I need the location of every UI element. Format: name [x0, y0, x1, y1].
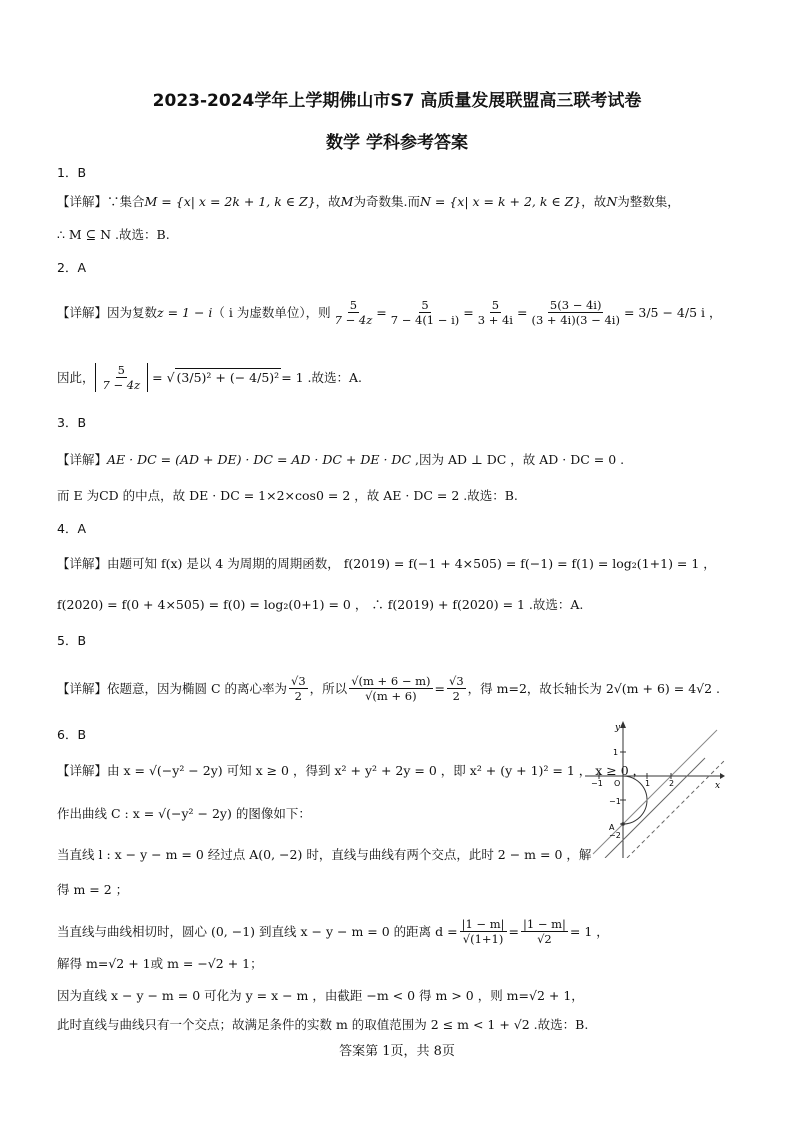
- q5-ratio: $\frac{√(m + 6 - m)}{√(m + 6)}$: [351, 674, 431, 703]
- q2-text: = 1 .故选：A.: [281, 369, 363, 385]
- q1-text: 为奇数集.而: [353, 194, 420, 209]
- q3-text: 【详解】: [57, 452, 108, 467]
- tick-label: 1: [645, 779, 651, 788]
- q6-graph: [585, 718, 725, 858]
- q5-line-1: 【详解】依题意，因为椭圆 C 的离心率为 $\frac{√3}{2}$ ，所以 $\frac{√(m + 6 - m)}{√(m + 6)}$ = $\frac{√3}{2}$ ，得 m=2，故长轴长为 2√(m + 6) = 4√2 .: [57, 674, 721, 703]
- q1-line-1: [57, 193, 680, 211]
- q2-fraction: $\frac{5}{7 - 4z}$: [334, 298, 373, 327]
- q1-text: 为整数集，: [617, 194, 680, 209]
- q4-number: 4．A: [57, 521, 87, 536]
- q6-line-4: 得 m = 2 ；: [57, 882, 129, 897]
- q6-line-1: 【详解】由 x = √(−y² − 2y) 可知 x ≥ 0 ，得到 x² + y² + 2y = 0 ，即 x² + (y + 1)² = 1 ， x ≥ 0 ，: [57, 763, 646, 778]
- q2-fraction: $\frac{5(3 - 4i)}{(3 + 4i)(3 - 4i)}$: [531, 298, 620, 327]
- q2-fraction: $\frac{5}{3 + 4i}$: [477, 298, 513, 327]
- point-a: [621, 822, 625, 826]
- q6-line-7: 因为直线 x − y − m = 0 可化为 y = x − m ，由截距 −m < 0 得 m > 0 ，则 m=√2 + 1，: [57, 988, 584, 1003]
- q2-sqrt: (3/5)² + (− 4/5)²: [176, 370, 280, 385]
- q5-number: 5．B: [57, 633, 87, 648]
- q6-number: 6．B: [57, 727, 87, 742]
- q3-number: 3．B: [57, 415, 87, 430]
- tick-label: −1: [609, 797, 621, 806]
- q1-line-2: ∴ M ⊆ N .故选：B.: [57, 227, 170, 242]
- q2-abs-value: $\frac{5}{7 - 4z}$: [95, 363, 149, 392]
- q2-fraction: $\frac{5}{7 - 4(1 - i)}$: [390, 298, 460, 327]
- page-title: 2023-2024学年上学期佛山市S7 高质量发展联盟高三联考试卷: [152, 91, 642, 111]
- q2-text: 【详解】因为复数: [57, 304, 158, 320]
- q2-text: （ i 为虚数单位），则: [212, 304, 331, 320]
- q6-line-3: 当直线 l : x − y − m = 0 经过点 A(0, −2) 时，直线与曲线有两个交点，此时 2 − m = 0 ，解: [57, 847, 592, 862]
- q1-var: N: [606, 194, 618, 209]
- q1-text: 【详解】∵集合: [57, 194, 145, 209]
- origin-label: O: [614, 779, 621, 788]
- q5-eccentricity: $\frac{√3}{2}$: [291, 674, 306, 703]
- line-through-a: [605, 758, 705, 858]
- q1-var: M: [340, 194, 354, 209]
- y-label: y: [615, 723, 621, 733]
- q6-line-6: 解得 m=√2 + 1或 m = −√2 + 1；: [57, 956, 263, 971]
- page-subtitle: 数学 学科参考答案: [326, 133, 468, 153]
- q2-line-2: 因此， $\frac{5}{7 - 4z}$ = √ (3/5)² + (− 4/5)² = 1 .故选：A.: [57, 363, 363, 392]
- q4-line-2: f(2020) = f(0 + 4×505) = f(0) = log₂(0+1) = 0 ， ∴ f(2019) + f(2020) = 1 .故选：A.: [57, 597, 584, 612]
- q2-number: 2．A: [57, 260, 87, 275]
- q6-text: 当直线与曲线相切时，圆心 (0, −1) 到直线 x − y − m = 0 的距离 d =: [57, 923, 458, 939]
- q1-text: ，故: [315, 194, 341, 209]
- q1-number: 1．B: [57, 165, 87, 180]
- q2-result: = 3/5 − 4/5 i ，: [623, 304, 722, 320]
- tick-label: 1: [613, 748, 619, 757]
- q5-text: 【详解】依题意，因为椭圆 C 的离心率为: [57, 680, 288, 696]
- semicircle-curve: [623, 776, 647, 824]
- q1-text: ，故: [581, 194, 607, 209]
- q3-line-2: 而 E 为CD 的中点，故 DE · DC = 1×2×cos0 = 2 ，故 AE · DC = 2 .故选：B.: [57, 488, 518, 503]
- q6-distance-fraction: $\frac{|1 - m|}{√(1+1)}$: [461, 917, 505, 946]
- q3-line-1: [57, 451, 624, 469]
- tick-label: −2: [609, 831, 621, 840]
- q6-distance-fraction: $\frac{|1 - m|}{√2}$: [522, 917, 566, 946]
- x-axis-arrow: [720, 773, 725, 779]
- y-axis-arrow: [620, 721, 626, 728]
- q6-line-2: 作出曲线 C : x = √(−y² − 2y) 的图像如下：: [57, 806, 311, 821]
- x-label: x: [715, 781, 721, 791]
- q5-text: ，得 m=2，故长轴长为 2√(m + 6) = 4√2 .: [467, 680, 721, 696]
- tangent-line: [627, 760, 725, 858]
- q2-z: z = 1 − i: [157, 304, 213, 320]
- q4-line-1: 【详解】由题可知 f(x) 是以 4 为周期的周期函数， f(2019) = f(−1 + 4×505) = f(−1) = f(1) = log₂(1+1) = 1 ，: [57, 556, 716, 571]
- q2-line-1: 【详解】因为复数 z = 1 − i （ i 为虚数单位），则 $\frac{5}{7 - 4z}$ = $\frac{5}{7 - 4(1 - i)}$ = $\frac{5}{3 + 4i}$ = $\frac{5(3 - 4i)}{(3 + 4i)(3 - 4i)}$ = 3/5 − 4/5 i ，: [57, 298, 722, 327]
- q6-text: = 1 ，: [569, 923, 609, 939]
- tick-label: 2: [669, 779, 675, 788]
- page-footer: 答案第 1页，共 8页: [339, 1044, 455, 1059]
- q1-set-m: M = {x| x = 2k + 1, k ∈ Z}: [144, 194, 316, 209]
- q5-text: ，所以: [309, 680, 348, 696]
- tick-label: −1: [591, 779, 603, 788]
- q3-text: ,因为 AD ⊥ DC ，故 AD · DC = 0 .: [411, 452, 625, 467]
- q5-ratio-value: $\frac{√3}{2}$: [449, 674, 464, 703]
- q1-set-n: N = {x| x = k + 2, k ∈ Z}: [419, 194, 582, 209]
- q3-vector-expr: AE · DC = (AD + DE) · DC = AD · DC + DE · DC: [107, 452, 412, 467]
- q2-text: 因此，: [57, 369, 95, 385]
- q6-line-5: 当直线与曲线相切时，圆心 (0, −1) 到直线 x − y − m = 0 的距离 d = $\frac{|1 - m|}{√(1+1)}$ = $\frac{|1 - m|}{√2}$ = 1 ，: [57, 917, 609, 946]
- point-a-label: A: [609, 823, 615, 832]
- q6-line-8: 此时直线与曲线只有一个交点；故满足条件的实数 m 的取值范围为 2 ≤ m < 1 + √2 .故选：B.: [57, 1017, 589, 1032]
